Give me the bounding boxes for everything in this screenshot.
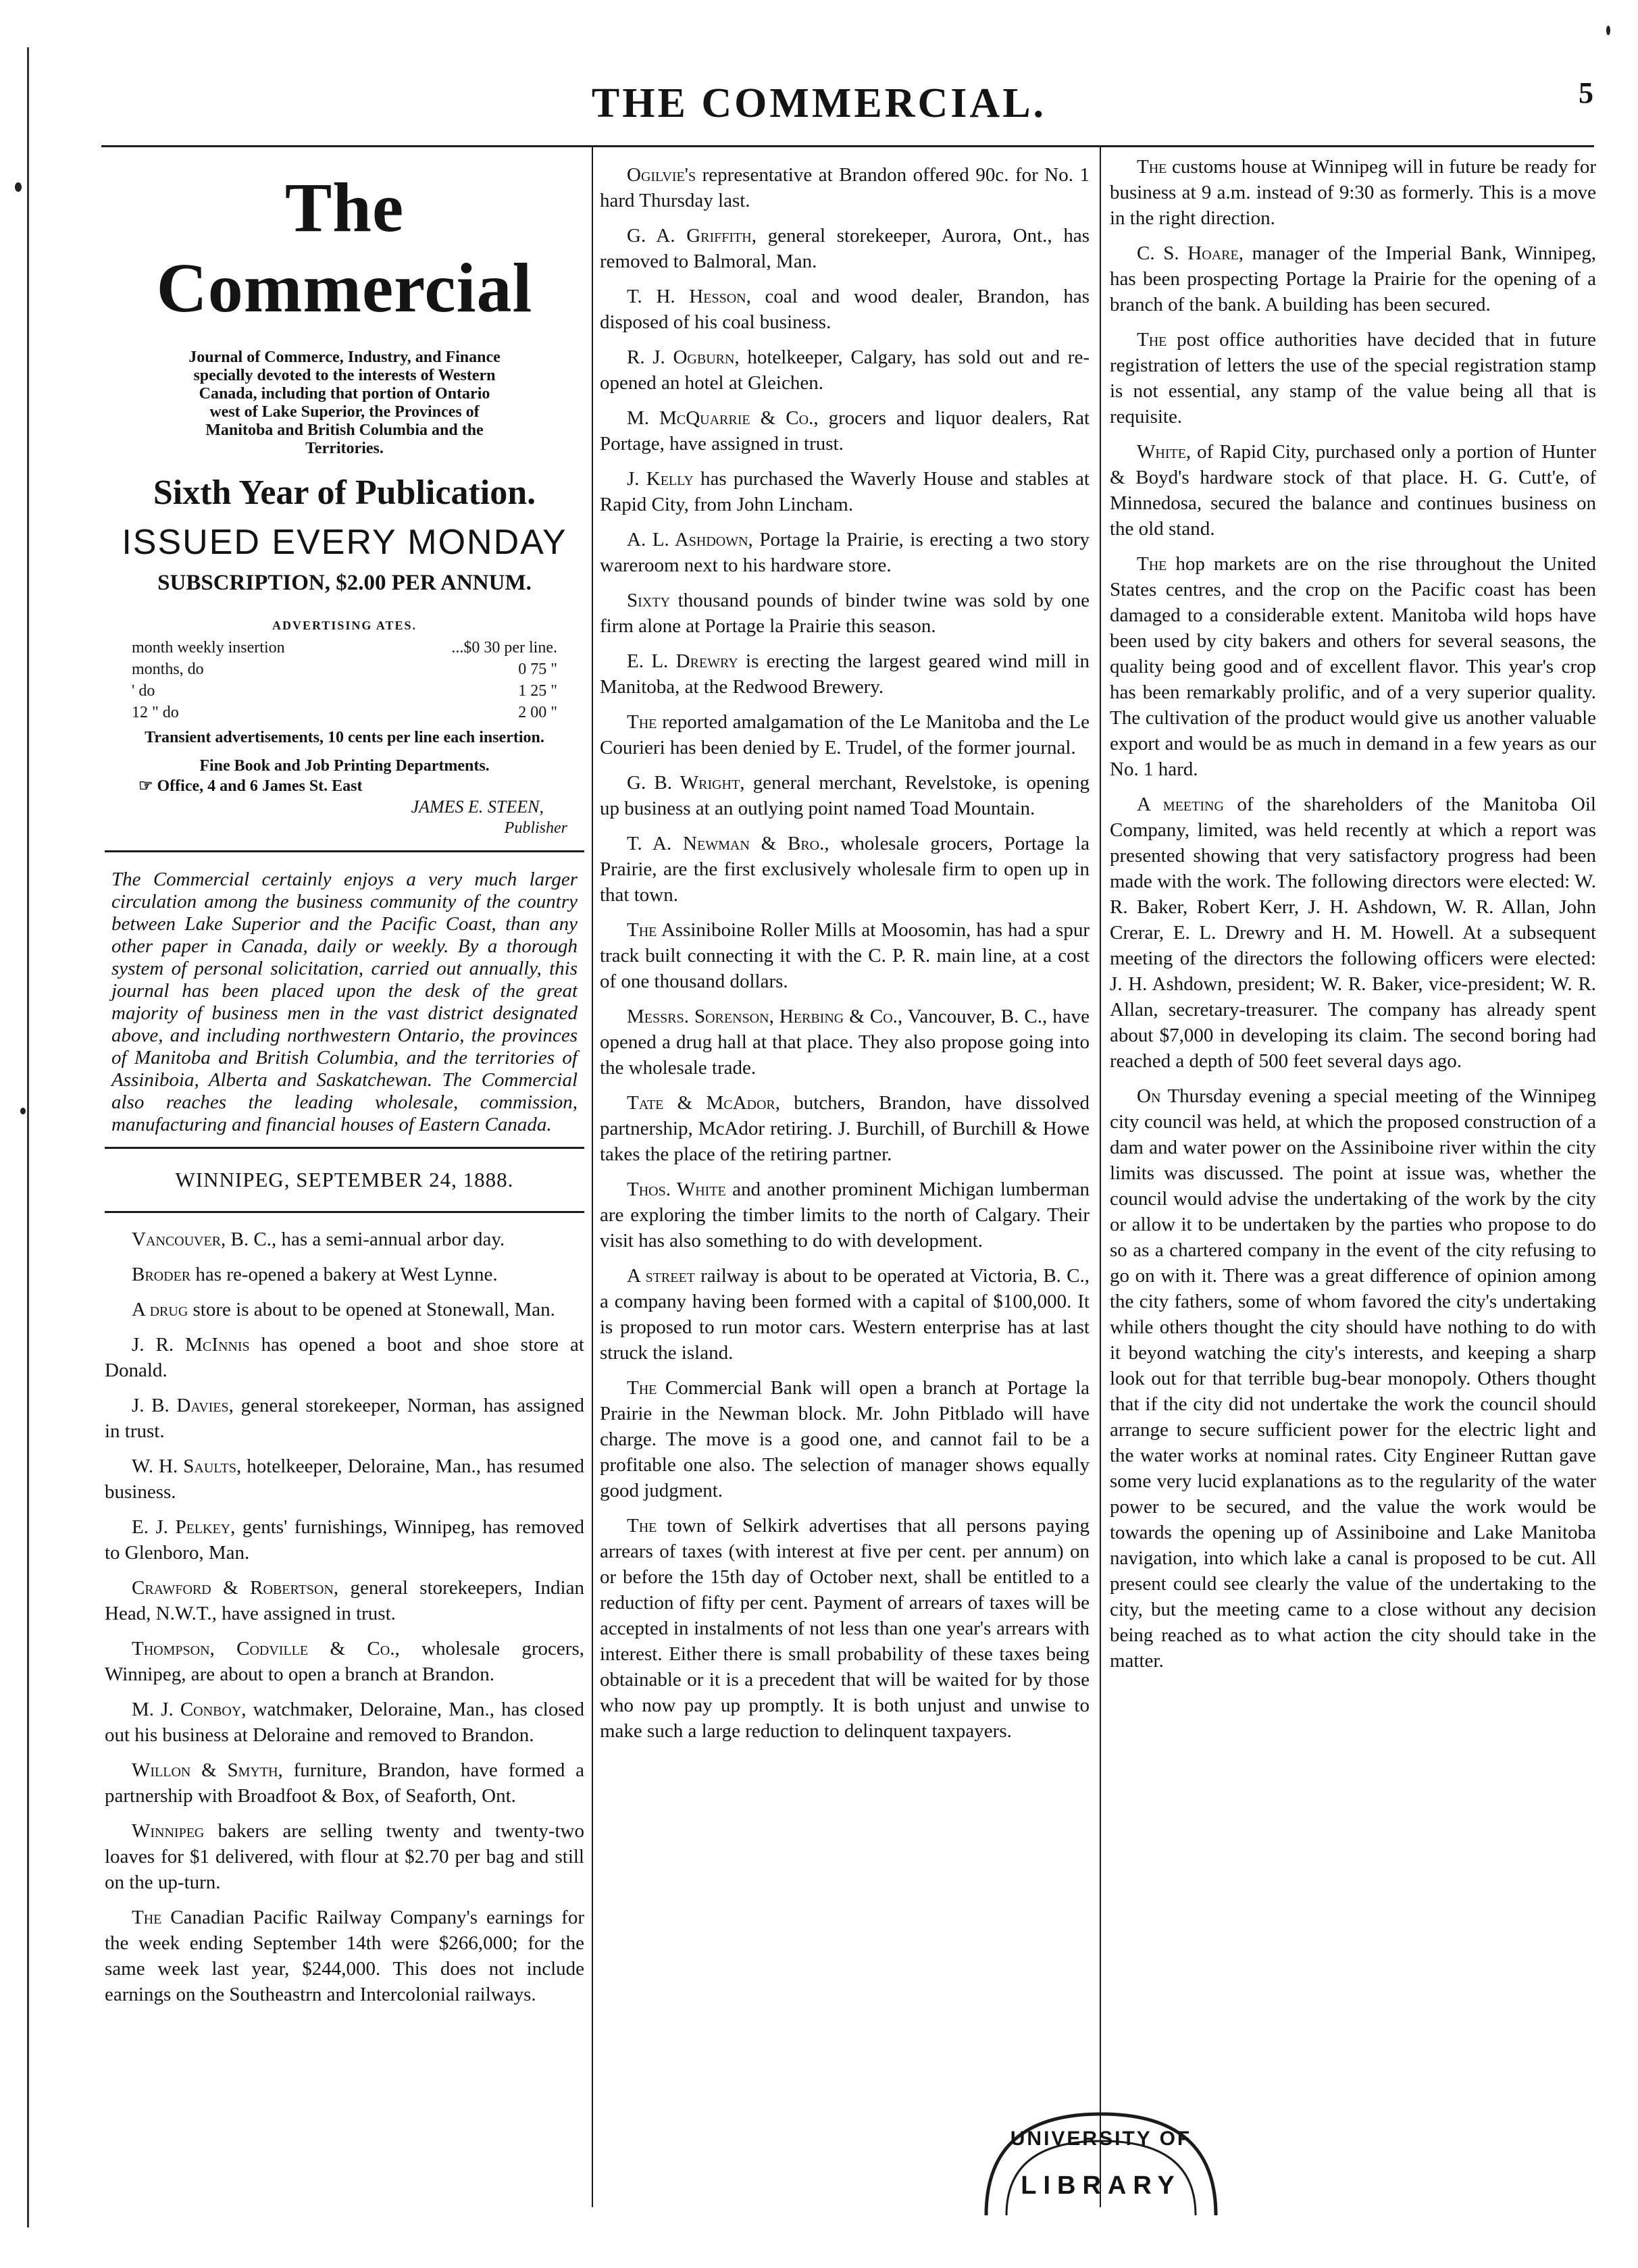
news-item-lead: A street [627,1265,695,1287]
rate-row [105,637,584,659]
news-item-text: furniture, Brandon, have formed a partnership with Broadfoot & Box, of Seaforth, Ont. [105,1759,585,1807]
section-rule [105,1147,584,1149]
news-item-lead: The [1137,156,1167,178]
news-item-lead: Messrs. Sorenson, Herbing & Co., [627,1006,903,1027]
news-item-text: customs house at Winnipeg will in future be ready for business at 9 a.m. instead of 9:30 as formerly. This is a move in the right direction. [1110,156,1596,229]
news-item [105,1697,584,1748]
news-item-text: post office authorities have decided that in future registration of letters the use of the special registration stamp is not essential, any stamp of the value being all that is requisite. [1110,329,1596,428]
news-item-lead: E. J. Pelkey, [132,1516,236,1538]
news-item-lead: A drug [132,1299,188,1320]
column-2 [600,154,1090,1753]
news-item-text: hotelkeeper, Deloraine, Man., has resumed business. [105,1455,585,1503]
column-1-items [105,1227,584,2007]
news-item-text: hotelkeeper, Calgary, has sold out and re-opened an hotel at Gleichen. [600,346,1090,394]
news-item-text: has opened a boot and shoe store at Donald. [105,1334,584,1381]
news-item-lead: T. A. Newman & Bro., [627,833,829,854]
news-item-text: has purchased the Waverly House and stables at Rapid City, from John Lincham. [600,468,1090,515]
news-item-text: Canadian Pacific Railway Company's earnings for the week ending September 14th were $266,000; for the same week last year, $244,000. This does not include earnings on the Southeastrn and Intercolonial railways. [105,1907,584,2005]
column-rule-1 [592,145,593,2207]
news-item-text: is erecting the largest geared wind mill in Manitoba, at the Redwood Brewery. [600,650,1090,698]
rate-row [105,680,584,702]
pointing-hand-icon: ☞ [138,777,153,795]
issued-line: ISSUED EVERY MONDAY [122,523,567,562]
rate-price: 1 25 " [518,682,557,700]
news-item-lead: On [1137,1085,1161,1107]
scan-speck [1606,26,1610,35]
rate-price: ...$0 30 per line. [451,639,557,656]
news-item-text: representative at Brandon offered 90c. for No. 1 hard Thursday last. [600,164,1090,211]
news-item [1110,154,1596,231]
news-item-lead: G. B. Wright, [627,772,745,794]
stamp-top-text: UNIVERSITY OF [1010,2128,1192,2150]
rate-price: 0 75 " [518,661,557,678]
news-item [600,588,1090,639]
news-item-text: of the shareholders of the Manitoba Oil Company, limited, was held recently at which a report was presented showing that very satisfactory progress had been made with the work. The following directors were elected: W. R. Baker, Robert Kerr, J. H. Ashdown, W. R. Allan, John Crerar, E. L. Drewry and H. M. Howell. At a subsequent meeting of the directors the following officers were elected: J. H. Ashdown, president; W. R. Baker, vice-president; W. R. Allan, secretary-treasurer. The company has already spent about $7,000 in developing its claim. The second boring had reached a depth of 500 feet several days ago. [1110,794,1596,1072]
rates-header: ADVERTISING ATES. [272,619,417,632]
publisher-role: Publisher [504,819,567,837]
printing-departments: Fine Book and Job Printing Departments. [199,757,490,775]
scan-speck [20,1108,26,1114]
news-item-text: hop markets are on the rise throughout the United States centres, and the crop on the Pacific coast has been damaged to a considerable extent. Manitoba wild hops have been used by city bakers and others for several seasons, the quality being good and of excellent flavor. This year's crop has been remarkably prolific, and of a very superior quality. The cultivation of the product would give us another valuable export and would be as much in demand in a few years as our No. 1 hard. [1110,553,1596,780]
news-item [600,344,1090,396]
column-rule-2 [1100,145,1101,2207]
news-item [1110,1083,1596,1674]
news-item-text: Portage la Prairie, is erecting a two story wareroom next to his hardware store. [600,529,1090,576]
news-item-text: Thursday evening a special meeting of the Winnipeg city council was held, at which the proposed construction of a dam and water power on the Assiniboine river within the city limits was discussed. The point at issue was, whether the council would advise the undertaking of the work by the city or allow it to be undertaken by the parties who propose to do so as a chartered company in the event of the city refusing to go on with it. There was a great difference of opinion among the city fathers, some of whom favored the city's undertaking while others thought the city should have nothing to do with it beyond watching the city's interests, and keeping a sharp look out for that terrible bug-bear monopoly. Others thought that if the city did not undertake the work the council should arrange to secure sufficient power for the electric light and the water works at nominal rates. City Engineer Ruttan gave some very lucid explanations as to the regularity of the water power to be secured, and the value the work would be towards the opening up of Assiniboine and Lake Manitoba navigation, into which lake a canal is proposed to be cut. All present could see clearly the value of the undertaking to the city, but the meeting came to a close without any decision being reached as to what action the city should take in the matter. [1110,1085,1596,1672]
news-item [600,831,1090,908]
news-item-text: butchers, Brandon, have dissolved partnership, McAdor retiring. J. Burchill, of Burchill & Howe takes the place of the retiring partner. [600,1092,1090,1165]
news-item-lead: M. McQuarrie & Co., [627,407,819,429]
rate-row [105,659,584,680]
news-item-text: has a semi-annual arbor day. [276,1229,505,1250]
rate-label: months, do [132,661,204,678]
news-item [105,1636,584,1687]
news-item-text: town of Selkirk advertises that all persons paying arrears of taxes (with interest at five per cent. per annum) on or before the 15th day of October next, shall be entitled to a reduction of fifty per cent. Payment of arrears of taxes will be accepted in instalments of not less than one year's arrears with interest. Either there is small probability of these taxes being obtainable or it is a precedent that will be waited for by those who now pay up promptly. It is both unjust and unwise to make such a large reduction to delinquent taxpayers. [600,1515,1090,1742]
news-item [1110,327,1596,430]
column-3-items [1110,154,1596,1674]
news-item-lead: Thompson, Codville & Co., [132,1638,400,1659]
column-2-items [600,154,1090,1744]
left-margin-rule [27,47,29,2227]
news-item [600,223,1090,274]
news-item [600,1090,1090,1167]
news-item-lead: M. J. Conboy, [132,1699,247,1720]
dateline: WINNIPEG, SEPTEMBER 24, 1888. [175,1168,514,1191]
news-item [105,1227,584,1252]
news-item-lead: E. L. Drewry [627,650,738,672]
news-item-lead: Thos. White [627,1179,726,1200]
news-item [600,162,1090,213]
news-item-lead: White, [1137,441,1192,463]
news-item-text: wholesale grocers, Portage la Prairie, are the first exclusively wholesale firm to open up in that town. [600,833,1090,906]
news-item [600,1375,1090,1503]
news-item-lead: Tate & McAdor, [627,1092,781,1114]
news-item-text: general storekeeper, Aurora, Ont., has removed to Balmoral, Man. [600,225,1090,272]
news-item-lead: Crawford & Robertson, [132,1577,339,1599]
news-item-lead: The [627,711,657,733]
page-number: 5 [1579,76,1593,109]
news-item-text: manager of the Imperial Bank, Winnipeg, has been prospecting Portage la Prairie for the opening of a branch of the bank. A building has been secured. [1110,242,1597,315]
office-text: Office, 4 and 6 James St. East [157,777,363,795]
subscription-line: SUBSCRIPTION, $2.00 PER ANNUM. [157,571,532,595]
news-item-text: reported amalgamation of the Le Manitoba and the Le Courieri has been denied by E. Trudel, of the former journal. [600,711,1090,758]
news-item-lead: A meeting [1137,794,1224,815]
office-address [105,776,584,796]
news-item [1110,240,1596,317]
news-item-lead: Broder [132,1264,191,1285]
news-item-lead: J. B. Davies, [132,1395,234,1416]
news-item-text: Vancouver, B. C., have opened a drug hall at that place. They also propose going into the wholesale trade. [600,1006,1090,1079]
library-stamp [973,2101,1229,2222]
news-item-text: general merchant, Revelstoke, is opening up business at an outlying point named Toad Mountain. [600,772,1090,819]
rate-label: month weekly insertion [132,639,285,656]
news-item [600,466,1090,517]
news-item-text: bakers are selling twenty and twenty-two loaves for $1 delivered, with flour at $2.70 per bag and still on the up-turn. [105,1820,584,1893]
news-item [105,1905,584,2007]
news-item-lead: J. Kelly [627,468,694,490]
news-item-text: wholesale grocers, Winnipeg, are about to open a branch at Brandon. [105,1638,584,1685]
rate-row [105,702,584,723]
news-item-text: of Rapid City, purchased only a portion of Hunter & Boyd's hardware stock of that place. H. G. Cutt'e, of Minnedosa, secured the balance and continues business on the old stand. [1110,441,1596,540]
news-item [105,1297,584,1322]
news-item-text: Commercial Bank will open a branch at Portage la Prairie in the Newman block. Mr. John Pitblado will have charge. The move is a good one, and cannot fail to be a profitable one also. The selection of manager shows equally good judgment. [600,1377,1090,1501]
news-item-text: thousand pounds of binder twine was sold by one firm alone at Portage la Prairie this season. [600,590,1090,637]
news-item-lead: The [627,1515,657,1537]
news-item-lead: G. A. Griffith, [627,225,757,247]
section-rule [105,850,584,852]
news-item [1110,551,1596,782]
publisher-name: JAMES E. STEEN, [411,797,544,817]
news-item-lead: W. H. Saults, [132,1455,242,1477]
news-item-lead: J. R. McInnis [132,1334,250,1356]
scan-speck [15,182,22,192]
news-item-lead: Winnipeg [132,1820,205,1842]
news-item [600,1004,1090,1081]
nameplate [105,167,584,838]
nameplate-description: Journal of Commerce, Industry, and Finance specially devoted to the interests of Western Canada, including that portion of Ontario west of Lake Superior, the Provinces of Manitoba and British Columbia and the Territories. [188,349,501,457]
news-item-lead: The [1137,329,1167,351]
news-item [1110,439,1596,542]
news-item-lead: Willon & Smyth, [132,1759,283,1781]
news-item-lead: Vancouver, B. C., [132,1229,277,1250]
news-item-text: Assiniboine Roller Mills at Moosomin, has had a spur track built connecting it with the C. P. R. main line, at a cost of one thousand dollars. [600,919,1090,992]
news-item [600,1513,1090,1744]
news-item [600,1177,1090,1254]
masthead [0,80,1638,134]
news-item [105,1332,584,1383]
news-item [600,648,1090,700]
news-item-text: store is about to be opened at Stonewall, Man. [188,1299,555,1320]
rate-label: ' do [132,682,155,700]
news-item [600,284,1090,335]
news-item [105,1818,584,1895]
news-item-text: coal and wood dealer, Brandon, has disposed of his coal business. [600,286,1090,333]
header-rule [101,145,1594,147]
news-item-lead: T. H. Hesson, [627,286,751,307]
news-item [105,1757,584,1809]
news-item-lead: R. J. Ogburn, [627,346,740,368]
news-item [105,1514,584,1566]
news-item-text: general storekeeper, Norman, has assigned in trust. [105,1395,584,1442]
section-rule [105,1211,584,1213]
news-item [105,1393,584,1444]
news-item-text: railway is about to be operated at Victoria, B. C., a company having been formed with a capital of $100,000. It is proposed to run motor cars. Western enterprise has at last struck the island. [600,1265,1090,1364]
rate-label: 12 " do [132,704,179,721]
news-item-lead: The [1137,553,1167,575]
news-item [600,527,1090,578]
circulation-note: The Commercial certainly enjoys a very much larger circulation among the business community of the country between Lake Superior and the Pacific Coast, than any other paper in Canada, daily or weekly. By a thorough system of personal solicitation, carried out annually, this journal has been placed upon the desk of the great majority of business men in the vast district designated above, and including northwestern Ontario, the provinces of Manitoba and British Columbia, and the territories of Assiniboia, Alberta and Saskatchewan. The Commercial also reaches the leading wholesale, commission, manufacturing and financial houses of Eastern Canada. [111,869,578,1135]
news-item-lead: Ogilvie's [627,164,696,186]
news-item [600,405,1090,457]
transient-ads-note: Transient advertisements, 10 cents per line each insertion. [145,729,544,746]
news-item-lead: Sixty [627,590,670,611]
news-item [600,770,1090,821]
news-item-lead: The [627,919,657,941]
news-item [105,1575,584,1626]
news-item-text: watchmaker, Deloraine, Man., has closed out his business at Deloraine and removed to Brandon. [105,1699,584,1746]
rate-price: 2 00 " [518,704,557,721]
news-item-text: and another prominent Michigan lumberman are exploring the timber limits to the north of Calgary. Their visit has also something to do with development. [600,1179,1090,1252]
news-item-lead: C. S. Hoare, [1137,242,1244,264]
news-item-text: has re-opened a bakery at West Lynne. [190,1264,498,1285]
stamp-outline-icon [973,2101,1229,2222]
column-1 [105,154,584,2017]
news-item-lead: The [627,1377,657,1399]
news-item [1110,792,1596,1074]
news-item [105,1453,584,1505]
news-item-text: gents' furnishings, Winnipeg, has removed to Glenboro, Man. [105,1516,584,1564]
publication-year-line: Sixth Year of Publication. [153,473,536,512]
news-item-text: general storekeepers, Indian Head, N.W.T., have assigned in trust. [105,1577,584,1624]
news-item-lead: A. L. Ashdown, [627,529,753,550]
news-item [600,1263,1090,1366]
masthead-title: THE COMMERCIAL. [591,80,1047,126]
stamp-bottom-text: LIBRARY [1021,2171,1181,2200]
news-item-lead: The [132,1907,162,1928]
news-item [600,917,1090,994]
news-item [600,709,1090,761]
news-item-text: grocers and liquor dealers, Rat Portage, have assigned in trust. [600,407,1090,455]
news-item [105,1262,584,1287]
nameplate-title: The Commercial [156,169,533,327]
column-3 [1110,154,1596,1683]
